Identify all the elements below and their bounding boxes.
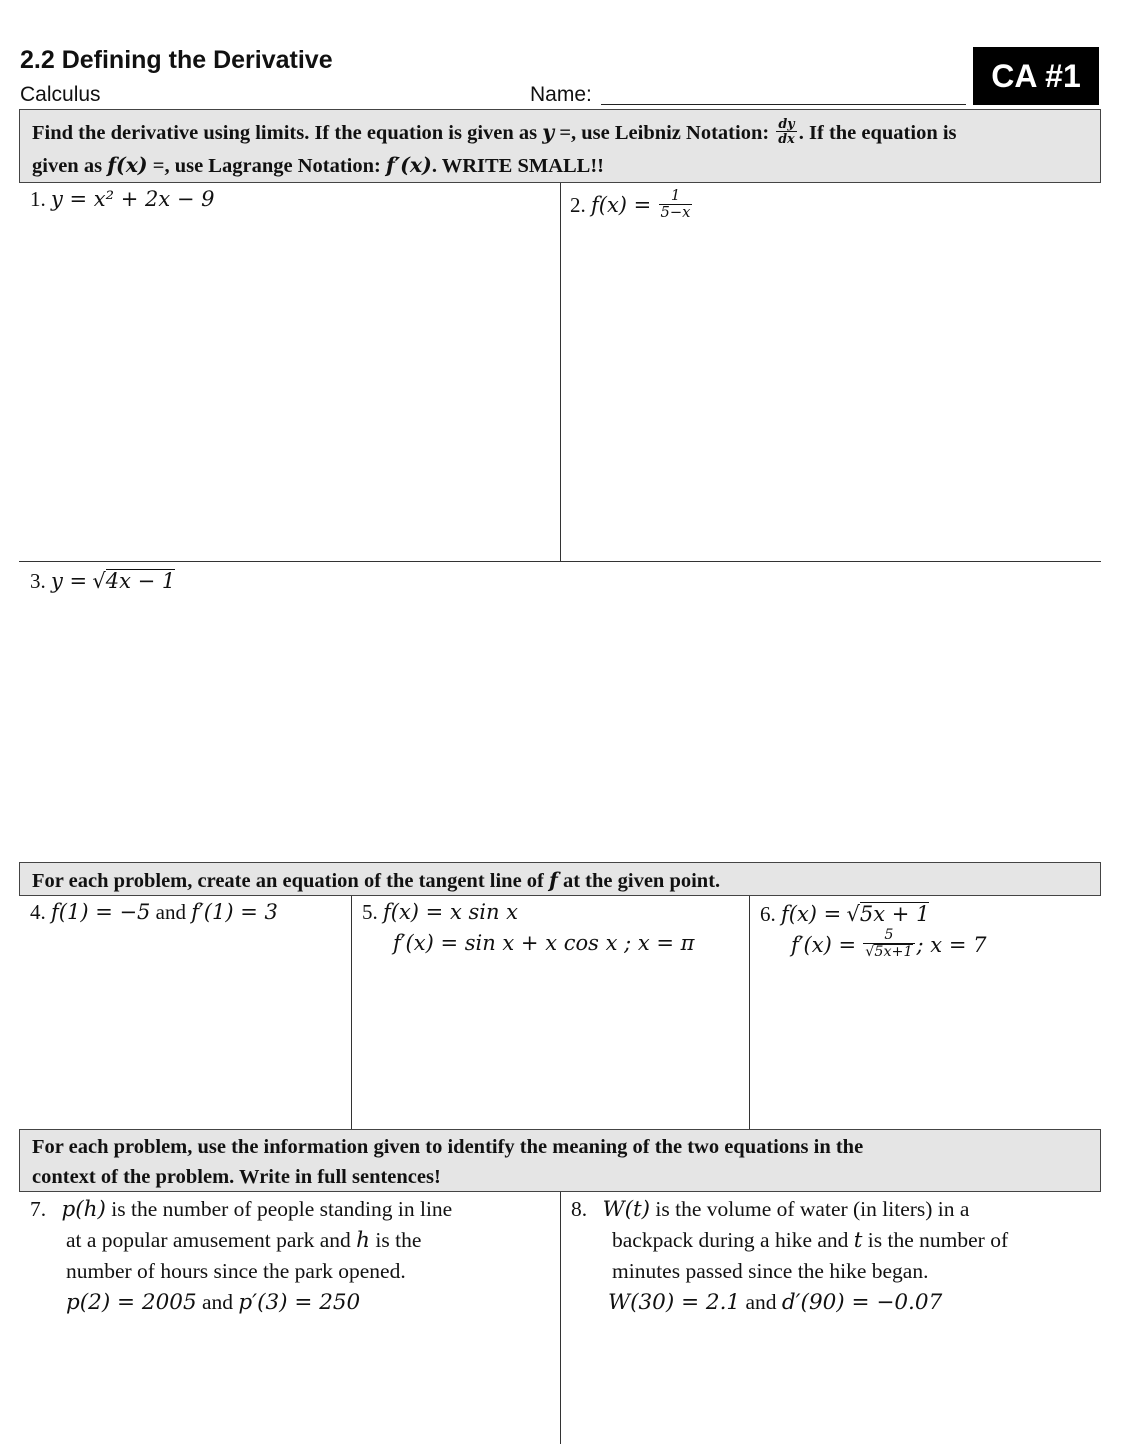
instruction-text: given as (32, 155, 103, 177)
problem-5 (362, 897, 694, 959)
problem-5-derivative: f′(x) = sin x + x cos x ; x = π (393, 931, 695, 955)
problem-8-text: is the number of (867, 1228, 1009, 1252)
problem-number: 2. (570, 193, 586, 217)
instruction-text: Find the derivative using limits. If the equation is given as (32, 122, 538, 144)
problem-8 (571, 1194, 1008, 1318)
problem-3-radicand: 4x − 1 (105, 569, 176, 593)
problem-number: 6. (760, 902, 776, 926)
problem-4 (30, 897, 278, 928)
problem-6-derivative-lhs: f′(x) = (791, 933, 857, 957)
problem-number: 3. (30, 569, 46, 593)
problem-7-function: p(h) (61, 1197, 106, 1222)
problem-7-text: at a popular amusement park and (66, 1228, 351, 1252)
divider-horizontal (19, 561, 1101, 562)
problem-4-and: and (155, 900, 186, 924)
problem-6 (760, 899, 986, 964)
problem-7-equation-1: p(2) = 2005 (66, 1290, 197, 1315)
problem-8-equation-2: d′(90) = −0.07 (781, 1290, 943, 1315)
instruction-var-fx: f(x) (107, 153, 148, 177)
problem-4-given-f: f(1) = −5 (51, 900, 151, 924)
problem-2-lhs: f(x) = (591, 193, 652, 217)
instruction-text: . WRITE SMALL!! (431, 155, 605, 177)
divider-vertical (749, 896, 750, 1129)
assignment-badge: CA #1 (973, 47, 1099, 105)
name-blank-line[interactable] (601, 104, 966, 105)
problem-8-text: minutes passed since the hike began. (612, 1259, 929, 1283)
problem-4-given-fprime: f′(1) = 3 (191, 900, 278, 924)
problem-7-text: number of hours since the park opened. (66, 1259, 406, 1283)
problem-number: 8. (571, 1197, 588, 1221)
problem-number: 1. (30, 187, 46, 211)
problem-number: 4. (30, 900, 46, 924)
divider-vertical (351, 896, 352, 1129)
problem-8-text: backpack during a hike and (612, 1228, 849, 1252)
instruction-bar-tangent (19, 862, 1101, 896)
worksheet-title: 2.2 Defining the Derivative (20, 46, 333, 74)
problem-8-and: and (745, 1290, 777, 1314)
instruction-text: . If the equation is (798, 122, 957, 144)
problem-8-var-t: t (853, 1228, 863, 1253)
radical-sign: √ (846, 902, 860, 926)
problem-7-var-h: h (356, 1228, 371, 1253)
problem-2-fraction (659, 188, 693, 220)
course-name: Calculus (20, 83, 101, 106)
radical-sign: √ (865, 943, 875, 960)
problem-6-radicand: 5x + 1 (859, 902, 930, 926)
divider-vertical (560, 1192, 561, 1444)
leibniz-denominator: dx (778, 130, 795, 146)
problem-1 (30, 184, 215, 215)
fraction-numerator: 1 (659, 188, 693, 204)
problem-number: 7. (30, 1197, 47, 1221)
problem-number: 5. (362, 900, 378, 924)
problem-8-equation-1: W(30) = 2.1 (608, 1290, 741, 1315)
instruction-text: at the given point. (562, 870, 721, 892)
instruction-var-y: y (542, 120, 555, 144)
name-label: Name: (530, 83, 592, 106)
problem-7-text: is the (375, 1228, 422, 1252)
problem-6-lhs: f(x) = (781, 902, 842, 926)
fraction-numerator: 5 (863, 928, 914, 944)
fraction-denominator: 5−x (660, 203, 691, 221)
leibniz-numerator: dy (776, 117, 796, 131)
instruction-text: context of the problem. Write in full sentences! (32, 1166, 441, 1188)
problem-7-and: and (202, 1290, 234, 1314)
instruction-text: =, use Leibniz Notation: (559, 122, 770, 144)
divider-vertical (560, 183, 561, 561)
instruction-text: For each problem, create an equation of the tangent line of (32, 870, 544, 892)
problem-6-fraction (863, 928, 914, 961)
problem-5-function: f(x) = x sin x (383, 900, 519, 924)
leibniz-fraction (776, 117, 796, 145)
problem-8-function: W(t) (602, 1197, 651, 1222)
problem-7-text: is the number of people standing in line (111, 1197, 453, 1221)
problem-1-equation: y = x² + 2x − 9 (51, 187, 215, 211)
instruction-var-fprime: f′(x) (385, 153, 432, 177)
instruction-bar-derivative (19, 109, 1101, 183)
fraction-denominator-radicand: 5x+1 (874, 943, 913, 960)
instruction-text: =, use Lagrange Notation: (152, 155, 381, 177)
radical-sign: √ (92, 569, 106, 593)
instruction-text: For each problem, use the information given to identify the meaning of the two equations in the (32, 1136, 864, 1158)
problem-8-text: is the volume of water (in liters) in a (655, 1197, 970, 1221)
problem-7-equation-2: p′(3) = 250 (238, 1290, 361, 1315)
problem-2 (570, 187, 694, 223)
problem-3-lhs: y = (51, 569, 88, 593)
instruction-bar-meaning (19, 1129, 1101, 1192)
problem-7 (30, 1194, 452, 1318)
instruction-var-f: f (549, 868, 558, 892)
fraction-denominator (863, 944, 914, 961)
problem-3 (30, 566, 175, 597)
problem-6-point: ; x = 7 (916, 933, 987, 957)
